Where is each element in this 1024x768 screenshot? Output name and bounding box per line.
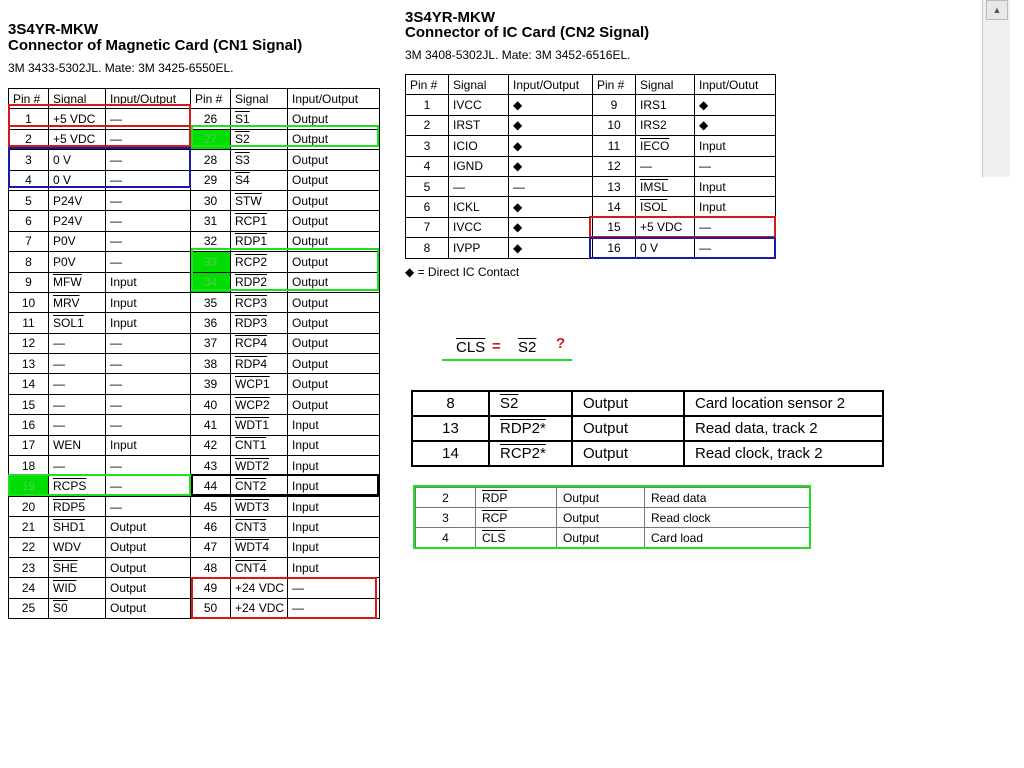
pin-cell: 29 <box>191 170 231 190</box>
signal-cell: $\overline{MFW}$ <box>49 272 106 292</box>
signal-cell: WDT3 <box>231 496 288 516</box>
pin-cell: 21 <box>9 517 49 537</box>
signal-cell: RCP1 <box>231 211 288 231</box>
table-row <box>9 109 380 129</box>
signal-cell: IVCC <box>449 95 509 115</box>
scrollbar-track[interactable] <box>982 0 1010 177</box>
io-cell: — <box>106 150 191 170</box>
io-cell: Output <box>288 374 380 394</box>
column-header: Input/Outut <box>695 75 776 95</box>
signal-cell: IRST <box>449 115 509 135</box>
io-cell: Input <box>288 435 380 455</box>
pin-cell: 42 <box>191 435 231 455</box>
signal-cell: IRS1 <box>636 95 695 115</box>
io-cell: — <box>106 170 191 190</box>
signal-cell: S4 <box>231 170 288 190</box>
column-header: Signal <box>231 89 288 109</box>
table-row <box>9 313 380 333</box>
io-cell: Output <box>106 537 191 557</box>
io-cell: ◆ <box>509 197 593 217</box>
table-row <box>9 252 380 272</box>
signal-cell: — <box>49 394 106 414</box>
io-cell: — <box>106 476 191 496</box>
equation-right: S2 <box>518 339 537 356</box>
pin-cell: 9 <box>9 272 49 292</box>
io-cell: Output <box>557 508 645 528</box>
equation-question: ? <box>556 335 566 352</box>
column-header: Input/Output <box>106 89 191 109</box>
pin-cell: 3 <box>416 508 476 528</box>
cn2-table <box>405 74 776 259</box>
io-cell: Input <box>288 517 380 537</box>
io-cell: Input <box>106 292 191 312</box>
signal-cell: S2 <box>231 129 288 149</box>
signal-cell: RDP2 <box>231 272 288 292</box>
io-cell: — <box>288 578 380 598</box>
pin-cell: 38 <box>191 354 231 374</box>
pin-cell: 34 <box>191 272 231 292</box>
pin-cell: 46 <box>191 517 231 537</box>
cn2-title: Connector of IC Card (CN2 Signal) <box>405 24 650 41</box>
pin-cell: 2 <box>406 115 449 135</box>
signal-cell: WDT4 <box>231 537 288 557</box>
io-cell: Output <box>572 391 684 416</box>
pin-cell: 3 <box>406 136 449 156</box>
pin-cell: 18 <box>9 456 49 476</box>
io-cell: — <box>695 156 776 176</box>
signal-cell: P0V <box>49 252 106 272</box>
pin-cell: 4 <box>9 170 49 190</box>
pin-cell: 13 <box>593 176 636 196</box>
io-cell: Output <box>288 313 380 333</box>
table-row <box>9 394 380 414</box>
io-cell: Output <box>106 598 191 618</box>
signal-cell: — <box>49 456 106 476</box>
signal-cell: $\overline{CLS}$ <box>476 528 557 548</box>
signal-cell: +5 VDC <box>636 217 695 237</box>
pin-cell: 10 <box>593 115 636 135</box>
signal-cell: +24 VDC <box>231 598 288 618</box>
io-cell: ◆ <box>509 136 593 156</box>
table-row <box>406 238 776 258</box>
table-row <box>9 557 380 577</box>
pin-cell: 9 <box>593 95 636 115</box>
io-cell: — <box>106 496 191 516</box>
signal-cell: RDP2* <box>489 416 572 441</box>
pin-cell: 7 <box>9 231 49 251</box>
table-row <box>412 441 883 466</box>
table-row <box>9 129 380 149</box>
column-header: Pin # <box>406 75 449 95</box>
signal-cell: $\overline{SHE}$ <box>49 557 106 577</box>
pin-cell: 36 <box>191 313 231 333</box>
table-row <box>406 136 776 156</box>
io-cell: Output <box>288 354 380 374</box>
table-row <box>9 598 380 618</box>
column-header: Pin # <box>593 75 636 95</box>
signal-cell: S2 <box>489 391 572 416</box>
pin-cell: 16 <box>593 238 636 258</box>
io-cell: Output <box>288 292 380 312</box>
pin-cell: 25 <box>9 598 49 618</box>
pin-cell: 32 <box>191 231 231 251</box>
description-cell: Card load <box>645 528 810 548</box>
pin-cell: 2 <box>416 488 476 508</box>
pin-cell: 16 <box>9 415 49 435</box>
signal-cell: P24V <box>49 190 106 210</box>
io-cell: Input <box>695 197 776 217</box>
description-cell: Read clock, track 2 <box>684 441 883 466</box>
description-cell: Read clock <box>645 508 810 528</box>
io-cell: — <box>106 231 191 251</box>
signal-cell: IRS2 <box>636 115 695 135</box>
io-cell: Output <box>288 394 380 414</box>
signal-cell: S3 <box>231 150 288 170</box>
io-cell: Output <box>557 488 645 508</box>
io-cell: Output <box>572 416 684 441</box>
table-row <box>412 416 883 441</box>
pin-cell: 49 <box>191 578 231 598</box>
pin-cell: 31 <box>191 211 231 231</box>
io-cell: — <box>106 129 191 149</box>
cls-s2-equation <box>442 337 572 361</box>
io-cell: ◆ <box>509 217 593 237</box>
description-cell: Card location sensor 2 <box>684 391 883 416</box>
column-header: Pin # <box>191 89 231 109</box>
pin-cell: 47 <box>191 537 231 557</box>
pin-cell: 45 <box>191 496 231 516</box>
signal-cell: RDP5 <box>49 496 106 516</box>
table-row <box>9 456 380 476</box>
signal-cell: IVCC <box>449 217 509 237</box>
table-row <box>9 354 380 374</box>
io-cell: — <box>106 211 191 231</box>
signal-cell: — <box>49 354 106 374</box>
io-cell: Output <box>106 557 191 577</box>
signal-cell: IMSL <box>636 176 695 196</box>
io-cell: Output <box>288 170 380 190</box>
signal-cell: — <box>636 156 695 176</box>
column-header: Signal <box>636 75 695 95</box>
table-row <box>9 292 380 312</box>
table-row <box>406 156 776 176</box>
signal-cell: WDT2 <box>231 456 288 476</box>
io-cell: Output <box>288 333 380 353</box>
signal-cell: +5 VDC <box>49 129 106 149</box>
pin-cell: 12 <box>9 333 49 353</box>
pin-cell: 44 <box>191 476 231 496</box>
io-cell: Output <box>557 528 645 548</box>
io-cell: — <box>509 176 593 196</box>
table-row <box>406 115 776 135</box>
io-cell: Input <box>695 176 776 196</box>
signal-cell: ISOL <box>636 197 695 217</box>
signal-cell: SOL1 <box>49 313 106 333</box>
signal-cell: — <box>49 415 106 435</box>
column-header: Pin # <box>9 89 49 109</box>
table-row <box>9 415 380 435</box>
signal-cell: WDV <box>49 537 106 557</box>
table-row <box>412 391 883 416</box>
pin-cell: 13 <box>9 354 49 374</box>
signal-cell: RCP3 <box>231 292 288 312</box>
signal-cell: RCP4 <box>231 333 288 353</box>
pin-cell: 5 <box>9 190 49 210</box>
pin-cell: 50 <box>191 598 231 618</box>
column-header: Input/Output <box>288 89 380 109</box>
pin-cell: 4 <box>416 528 476 548</box>
io-cell: — <box>695 238 776 258</box>
signal-cell: RCP2 <box>231 252 288 272</box>
io-cell: Input <box>106 435 191 455</box>
pin-cell: 11 <box>9 313 49 333</box>
pin-cell: 8 <box>9 252 49 272</box>
table-row <box>9 272 380 292</box>
signal-cell: CNT2 <box>231 476 288 496</box>
io-cell: Input <box>288 557 380 577</box>
table-row <box>9 517 380 537</box>
cn1-part: 3M 3433-5302JL. Mate: 3M 3425-6550EL. <box>8 61 234 75</box>
scroll-up-button[interactable]: ▲ <box>986 0 1008 20</box>
cn2-legend: ◆ = Direct IC Contact <box>405 265 520 279</box>
table-row <box>9 578 380 598</box>
pin-cell: 3 <box>9 150 49 170</box>
description-cell: Read data <box>645 488 810 508</box>
signal-cell: +5 VDC <box>49 109 106 129</box>
pin-cell: 22 <box>9 537 49 557</box>
table-row <box>416 488 810 508</box>
pin-cell: 5 <box>406 176 449 196</box>
io-cell: — <box>106 394 191 414</box>
cn2-header-row <box>406 75 776 95</box>
pin-cell: 27 <box>191 129 231 149</box>
pin-cell: 11 <box>593 136 636 156</box>
pin-cell: 48 <box>191 557 231 577</box>
table-row <box>9 190 380 210</box>
signal-cell: IVPP <box>449 238 509 258</box>
signal-cell: RCP2* <box>489 441 572 466</box>
column-header: Input/Output <box>509 75 593 95</box>
signal-cell: RDP3 <box>231 313 288 333</box>
pin-cell: 41 <box>191 415 231 435</box>
signal-cell: $\overline{STW}$ <box>231 190 288 210</box>
signal-cell: WEN <box>49 435 106 455</box>
pin-cell: 24 <box>9 578 49 598</box>
io-cell: — <box>106 252 191 272</box>
io-cell: Input <box>106 272 191 292</box>
signal-cell: SHD1 <box>49 517 106 537</box>
pin-cell: 12 <box>593 156 636 176</box>
io-cell: Output <box>288 252 380 272</box>
signal-cell: CNT3 <box>231 517 288 537</box>
io-cell: ◆ <box>509 156 593 176</box>
signal-cell: 0 V <box>49 170 106 190</box>
pin-cell: 33 <box>191 252 231 272</box>
pin-cell: 19 <box>9 476 49 496</box>
table-row <box>406 176 776 196</box>
io-cell: Output <box>288 150 380 170</box>
signal-cell: S1 <box>231 109 288 129</box>
signal-cell: P24V <box>49 211 106 231</box>
io-cell: Output <box>288 231 380 251</box>
signal-cell: P0V <box>49 231 106 251</box>
io-cell: — <box>106 190 191 210</box>
pin-cell: 37 <box>191 333 231 353</box>
io-cell: ◆ <box>509 95 593 115</box>
signal-cell: $\overline{RCP}$ <box>476 508 557 528</box>
signal-cell: CNT4 <box>231 557 288 577</box>
cn1-title: Connector of Magnetic Card (CN1 Signal) <box>8 37 303 54</box>
io-cell: ◆ <box>695 115 776 135</box>
io-cell: ◆ <box>695 95 776 115</box>
io-cell: Output <box>106 517 191 537</box>
io-cell: ◆ <box>509 115 593 135</box>
pin-cell: 14 <box>9 374 49 394</box>
table-row <box>416 528 810 548</box>
io-cell: — <box>106 109 191 129</box>
signal-cell: +24 VDC <box>231 578 288 598</box>
signal-cell: $\overline{MRV}$ <box>49 292 106 312</box>
signals-table <box>415 487 810 548</box>
cn1-header-row <box>9 89 380 109</box>
pin-cell: 6 <box>406 197 449 217</box>
signal-cell: CNT1 <box>231 435 288 455</box>
cn2-model: 3S4YR-MKW <box>405 9 496 26</box>
description-cell: Read data, track 2 <box>684 416 883 441</box>
table-row <box>9 211 380 231</box>
pin-cell: 14 <box>412 441 489 466</box>
pin-cell: 8 <box>406 238 449 258</box>
signal-cell: WCP1 <box>231 374 288 394</box>
signal-cell: WDT1 <box>231 415 288 435</box>
pin-cell: 14 <box>593 197 636 217</box>
signal-cell: $\overline{RDP}$ <box>476 488 557 508</box>
pin-cell: 10 <box>9 292 49 312</box>
table-row <box>9 150 380 170</box>
pin-cell: 43 <box>191 456 231 476</box>
table-row <box>9 496 380 516</box>
pin-cell: 23 <box>9 557 49 577</box>
table-row <box>9 170 380 190</box>
io-cell: — <box>106 333 191 353</box>
signal-cell: RDP4 <box>231 354 288 374</box>
signal-cell: RDP1 <box>231 231 288 251</box>
pin-cell: 13 <box>412 416 489 441</box>
io-cell: Input <box>288 415 380 435</box>
pin-cell: 7 <box>406 217 449 237</box>
equation-left: $\overline{CLS}$ <box>456 339 486 356</box>
table-row <box>406 197 776 217</box>
io-cell: Output <box>288 272 380 292</box>
cn2-part: 3M 3408-5302JL. Mate: 3M 3452-6516EL. <box>405 48 631 62</box>
cn1-table <box>8 88 380 619</box>
column-header: Signal <box>49 89 106 109</box>
io-cell: — <box>695 217 776 237</box>
io-cell: — <box>106 456 191 476</box>
io-cell: Input <box>288 456 380 476</box>
signal-cell: — <box>49 333 106 353</box>
io-cell: Output <box>288 211 380 231</box>
pin-cell: 39 <box>191 374 231 394</box>
io-cell: Output <box>288 129 380 149</box>
signal-cell: — <box>449 176 509 196</box>
pin-cell: 6 <box>9 211 49 231</box>
pin-cell: 4 <box>406 156 449 176</box>
table-row <box>9 476 380 496</box>
io-cell: Output <box>288 109 380 129</box>
signal-cell: WCP2 <box>231 394 288 414</box>
table-row <box>9 435 380 455</box>
table-row <box>9 374 380 394</box>
signal-cell: RCPS <box>49 476 106 496</box>
signal-cell: S0 <box>49 598 106 618</box>
pin-cell: 20 <box>9 496 49 516</box>
signal-cell: ICIO <box>449 136 509 156</box>
io-cell: Input <box>106 313 191 333</box>
io-cell: Input <box>288 496 380 516</box>
io-cell: Output <box>572 441 684 466</box>
table-row <box>406 95 776 115</box>
table-row <box>416 508 810 528</box>
equation-equals: = <box>492 338 501 355</box>
pin-cell: 8 <box>412 391 489 416</box>
track2-table <box>411 390 884 467</box>
cn1-model: 3S4YR-MKW <box>8 21 99 38</box>
io-cell: — <box>106 354 191 374</box>
pin-cell: 26 <box>191 109 231 129</box>
pin-cell: 35 <box>191 292 231 312</box>
signal-cell: IECO <box>636 136 695 156</box>
signal-cell: 0 V <box>49 150 106 170</box>
pin-cell: 1 <box>406 95 449 115</box>
io-cell: Input <box>695 136 776 156</box>
pin-cell: 30 <box>191 190 231 210</box>
io-cell: Output <box>106 578 191 598</box>
io-cell: Input <box>288 537 380 557</box>
io-cell: Output <box>288 190 380 210</box>
table-row <box>9 231 380 251</box>
pin-cell: 40 <box>191 394 231 414</box>
signal-cell: ICKL <box>449 197 509 217</box>
pin-cell: 2 <box>9 129 49 149</box>
io-cell: ◆ <box>509 238 593 258</box>
table-row <box>9 537 380 557</box>
signal-cell: — <box>49 374 106 394</box>
pin-cell: 1 <box>9 109 49 129</box>
io-cell: — <box>106 415 191 435</box>
io-cell: — <box>288 598 380 618</box>
io-cell: Input <box>288 476 380 496</box>
pin-cell: 15 <box>9 394 49 414</box>
column-header: Signal <box>449 75 509 95</box>
table-row <box>9 333 380 353</box>
signal-cell: IGND <box>449 156 509 176</box>
io-cell: — <box>106 374 191 394</box>
pin-cell: 17 <box>9 435 49 455</box>
pin-cell: 15 <box>593 217 636 237</box>
signal-cell: $\overline{WID}$ <box>49 578 106 598</box>
pin-cell: 28 <box>191 150 231 170</box>
signal-cell: 0 V <box>636 238 695 258</box>
table-row <box>406 217 776 237</box>
